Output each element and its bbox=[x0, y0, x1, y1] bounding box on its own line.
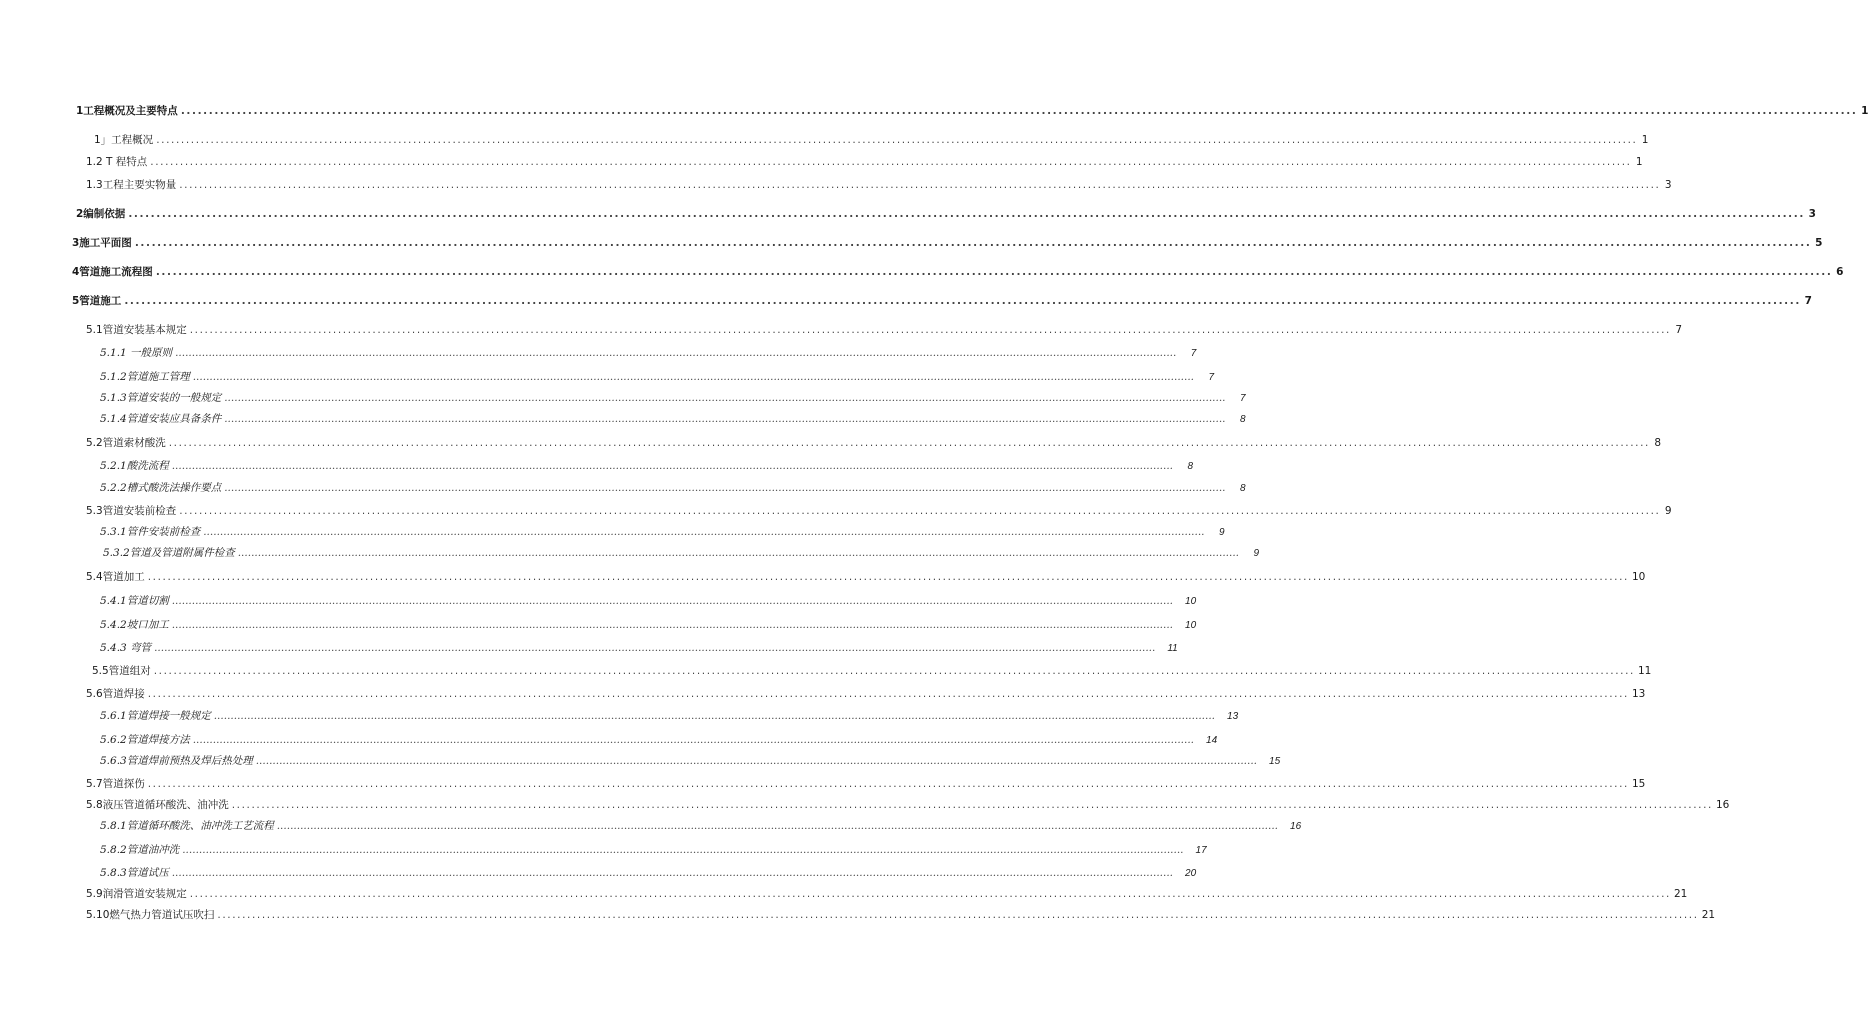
toc-entry-title: 5.1.2管道施工管理 bbox=[100, 371, 190, 383]
toc-entry-page: 10 bbox=[1185, 620, 1197, 631]
dot-leader: ............................................................................................................................................................................................................................................................................................................ bbox=[180, 105, 1858, 117]
toc-entry-title: 5.6管道焊接 bbox=[86, 688, 145, 700]
toc-entry-title: 5.8.1管道循环酸洗、油冲洗工艺流程 bbox=[100, 820, 274, 832]
toc-entry-title: 4管道施工流程图 bbox=[72, 266, 153, 278]
toc-entry-title: 1」工程概况 bbox=[94, 134, 154, 146]
toc-entry bbox=[100, 458, 1194, 474]
dot-leader: ............................................................................................................................................................................................................................................................................................................ bbox=[255, 755, 1258, 767]
toc-entry-title: 5.8.2管道油冲洗 bbox=[100, 844, 180, 856]
toc-entry-title: 5.1管道安装基本规定 bbox=[86, 324, 187, 336]
dot-leader: ............................................................................................................................................................................................................................................................................................................ bbox=[189, 324, 1671, 336]
toc-entry bbox=[86, 154, 1643, 170]
toc-entry-title: 5.3.1管件安装前检查 bbox=[100, 526, 201, 538]
toc-entry-title: 5.2.1酸洗流程 bbox=[100, 460, 169, 472]
toc-entry-page: 9 bbox=[1664, 505, 1672, 517]
toc-entry-title: 5.4.2坡口加工 bbox=[100, 619, 169, 631]
toc-entry bbox=[100, 708, 1239, 724]
toc-entry bbox=[100, 732, 1218, 748]
toc-entry-page: 15 bbox=[1269, 756, 1281, 767]
toc-entry-title: 5.8.3管道试压 bbox=[100, 867, 169, 879]
dot-leader: ............................................................................................................................................................................................................................................................................................................ bbox=[171, 867, 1174, 879]
toc-entry bbox=[86, 503, 1672, 519]
toc-entry-title: 5管道施工 bbox=[72, 295, 122, 307]
toc-entry bbox=[100, 865, 1197, 881]
toc-entry-title: 1.2 T 程特点 bbox=[86, 156, 148, 168]
dot-leader: ............................................................................................................................................................................................................................................................................................................ bbox=[189, 888, 1671, 900]
toc-entry-page: 11 bbox=[1638, 665, 1652, 677]
toc-entry-title: 5.7管道探伤 bbox=[86, 778, 145, 790]
toc-entry-page: 21 bbox=[1701, 909, 1716, 921]
toc-entry bbox=[100, 842, 1207, 858]
toc-entry bbox=[100, 593, 1197, 609]
toc-entry-page: 1 bbox=[1635, 156, 1643, 168]
toc-entry bbox=[100, 818, 1302, 834]
toc-entry bbox=[86, 907, 1716, 923]
toc-entry-page: 7 bbox=[1804, 295, 1812, 307]
dot-leader: ............................................................................................................................................................................................................................................................................................................ bbox=[237, 547, 1240, 559]
toc-entry-page: 15 bbox=[1632, 778, 1646, 790]
toc-entry bbox=[86, 797, 1730, 813]
toc-entry-page: 8 bbox=[1239, 483, 1246, 494]
toc-entry-title: 5.8液压管道循环酸洗、油冲洗 bbox=[86, 799, 229, 811]
toc-entry bbox=[100, 617, 1197, 633]
toc-entry-title: 5.3管道安装前检查 bbox=[86, 505, 177, 517]
toc-entry bbox=[86, 686, 1646, 702]
toc-entry-title: 5.1.3管道安装的一般规定 bbox=[100, 392, 222, 404]
toc-entry-page: 16 bbox=[1290, 821, 1302, 832]
toc-entry bbox=[100, 411, 1246, 427]
toc-entry bbox=[100, 390, 1246, 406]
toc-entry bbox=[72, 264, 1844, 280]
toc-entry-page: 16 bbox=[1716, 799, 1730, 811]
toc-entry bbox=[100, 480, 1246, 496]
toc-entry-page: 21 bbox=[1674, 888, 1688, 900]
toc-entry-page: 8 bbox=[1187, 461, 1194, 472]
toc-entry-title: 5.2管道索材酸洗 bbox=[86, 437, 166, 449]
dot-leader: ............................................................................................................................................................................................................................................................................................................ bbox=[213, 710, 1216, 722]
toc-entry bbox=[72, 293, 1812, 309]
toc-entry-title: 5.4.3 弯管 bbox=[100, 642, 152, 654]
toc-entry-page: 5 bbox=[1815, 237, 1823, 249]
toc-entry-title: 5.6.1管道焊接一般规定 bbox=[100, 710, 211, 722]
toc-entry-title: 5.1.1 一般原则 bbox=[100, 347, 173, 359]
toc-entry bbox=[100, 345, 1197, 361]
toc-entry bbox=[76, 103, 1868, 119]
dot-leader: ............................................................................................................................................................................................................................................................................................................ bbox=[171, 595, 1174, 607]
toc-entry-page: 10 bbox=[1185, 596, 1197, 607]
toc-entry bbox=[86, 886, 1688, 902]
dot-leader: ............................................................................................................................................................................................................................................................................................................ bbox=[153, 665, 1635, 677]
toc-entry bbox=[86, 435, 1661, 451]
dot-leader: ............................................................................................................................................................................................................................................................................................................ bbox=[203, 526, 1205, 538]
toc-entry bbox=[86, 177, 1672, 193]
toc-entry-title: 5.3.2管道及管道附属件检查 bbox=[103, 547, 235, 559]
toc-entry bbox=[103, 545, 1260, 561]
dot-leader: ............................................................................................................................................................................................................................................................................................................ bbox=[156, 134, 1638, 146]
dot-leader: ............................................................................................................................................................................................................................................................................................................ bbox=[224, 413, 1226, 425]
toc-entry-page: 3 bbox=[1664, 179, 1672, 191]
dot-leader: ............................................................................................................................................................................................................................................................................................................ bbox=[179, 505, 1661, 517]
dot-leader: ............................................................................................................................................................................................................................................................................................................ bbox=[134, 237, 1812, 249]
dot-leader: ............................................................................................................................................................................................................................................................................................................ bbox=[171, 460, 1174, 472]
toc-entry-page: 20 bbox=[1185, 868, 1197, 879]
dot-leader: ............................................................................................................................................................................................................................................................................................................ bbox=[124, 295, 1801, 307]
dot-leader: ............................................................................................................................................................................................................................................................................................................ bbox=[147, 571, 1629, 583]
dot-leader: ............................................................................................................................................................................................................................................................................................................ bbox=[147, 688, 1629, 700]
toc-entry-page: 7 bbox=[1239, 393, 1246, 404]
toc-entry-page: 8 bbox=[1654, 437, 1661, 449]
dot-leader: ............................................................................................................................................................................................................................................................................................................ bbox=[171, 619, 1174, 631]
toc-entry bbox=[100, 753, 1281, 769]
dot-leader: ............................................................................................................................................................................................................................................................................................................ bbox=[231, 799, 1713, 811]
toc-entry-page: 7 bbox=[1190, 348, 1197, 359]
toc-entry bbox=[72, 235, 1823, 251]
toc-entry-page: 7 bbox=[1675, 324, 1682, 336]
dot-leader: ............................................................................................................................................................................................................................................................................................................ bbox=[175, 347, 1177, 359]
toc-entry bbox=[100, 640, 1178, 656]
toc-entry-title: 1工程概况及主要特点 bbox=[76, 105, 178, 117]
toc-entry-page: 11 bbox=[1167, 643, 1178, 654]
toc-entry-title: 1.3工程主要实物量 bbox=[86, 179, 177, 191]
dot-leader: ............................................................................................................................................................................................................................................................................................................ bbox=[217, 909, 1699, 921]
toc-entry-title: 5.10燃气热力管道试压吹扫 bbox=[86, 909, 215, 921]
toc-entry-page: 14 bbox=[1206, 735, 1218, 746]
toc-entry-title: 2编制依据 bbox=[76, 208, 126, 220]
dot-leader: ............................................................................................................................................................................................................................................................................................................ bbox=[150, 156, 1632, 168]
dot-leader: ............................................................................................................................................................................................................................................................................................................ bbox=[155, 266, 1833, 278]
dot-leader: ............................................................................................................................................................................................................................................................................................................ bbox=[276, 820, 1279, 832]
dot-leader: ............................................................................................................................................................................................................................................................................................................ bbox=[182, 844, 1184, 856]
dot-leader: ............................................................................................................................................................................................................................................................................................................ bbox=[224, 482, 1226, 494]
toc-entry bbox=[76, 206, 1816, 222]
toc-entry-page: 13 bbox=[1227, 711, 1239, 722]
toc-entry-page: 10 bbox=[1632, 571, 1646, 583]
toc-entry-title: 5.9润滑管道安装规定 bbox=[86, 888, 187, 900]
toc-entry-title: 5.4.1管道切割 bbox=[100, 595, 169, 607]
toc-entry bbox=[92, 663, 1652, 679]
toc-entry-title: 3施工平面图 bbox=[72, 237, 132, 249]
dot-leader: ............................................................................................................................................................................................................................................................................................................ bbox=[192, 734, 1195, 746]
toc-entry bbox=[100, 369, 1215, 385]
toc-entry-title: 5.6.2管道焊接方法 bbox=[100, 734, 190, 746]
dot-leader: ............................................................................................................................................................................................................................................................................................................ bbox=[128, 208, 1805, 220]
toc-entry-page: 1 bbox=[1641, 134, 1649, 146]
toc-entry bbox=[100, 524, 1225, 540]
toc-entry bbox=[86, 569, 1646, 585]
toc-entry-page: 13 bbox=[1632, 688, 1646, 700]
toc-entry bbox=[86, 322, 1682, 338]
toc-entry-page: 9 bbox=[1253, 548, 1260, 559]
dot-leader: ............................................................................................................................................................................................................................................................................................................ bbox=[179, 179, 1661, 191]
toc-entry-title: 5.5管道组对 bbox=[92, 665, 151, 677]
toc-entry-title: 5.4管道加工 bbox=[86, 571, 145, 583]
toc-entry-page: 6 bbox=[1836, 266, 1844, 278]
dot-leader: ............................................................................................................................................................................................................................................................................................................ bbox=[168, 437, 1650, 449]
toc-entry-title: 5.6.3管道焊前预热及焊后热处理 bbox=[100, 755, 253, 767]
toc-entry-page: 8 bbox=[1239, 414, 1246, 425]
toc-entry-page: 7 bbox=[1208, 372, 1215, 383]
dot-leader: ............................................................................................................................................................................................................................................................................................................ bbox=[154, 642, 1156, 654]
toc-entry-page: 17 bbox=[1195, 845, 1207, 856]
dot-leader: ............................................................................................................................................................................................................................................................................................................ bbox=[147, 778, 1629, 790]
toc-entry-page: 3 bbox=[1808, 208, 1816, 220]
dot-leader: ............................................................................................................................................................................................................................................................................................................ bbox=[192, 371, 1195, 383]
toc-entry-page: 9 bbox=[1218, 527, 1225, 538]
toc-entry-title: 5.2.2槽式酸洗法操作要点 bbox=[100, 482, 222, 494]
toc-entry-title: 5.1.4管道安装应具备条件 bbox=[100, 413, 222, 425]
toc-entry bbox=[94, 132, 1649, 148]
toc-entry-page: 1 bbox=[1861, 105, 1868, 117]
toc-entry bbox=[86, 776, 1646, 792]
dot-leader: ............................................................................................................................................................................................................................................................................................................ bbox=[224, 392, 1226, 404]
